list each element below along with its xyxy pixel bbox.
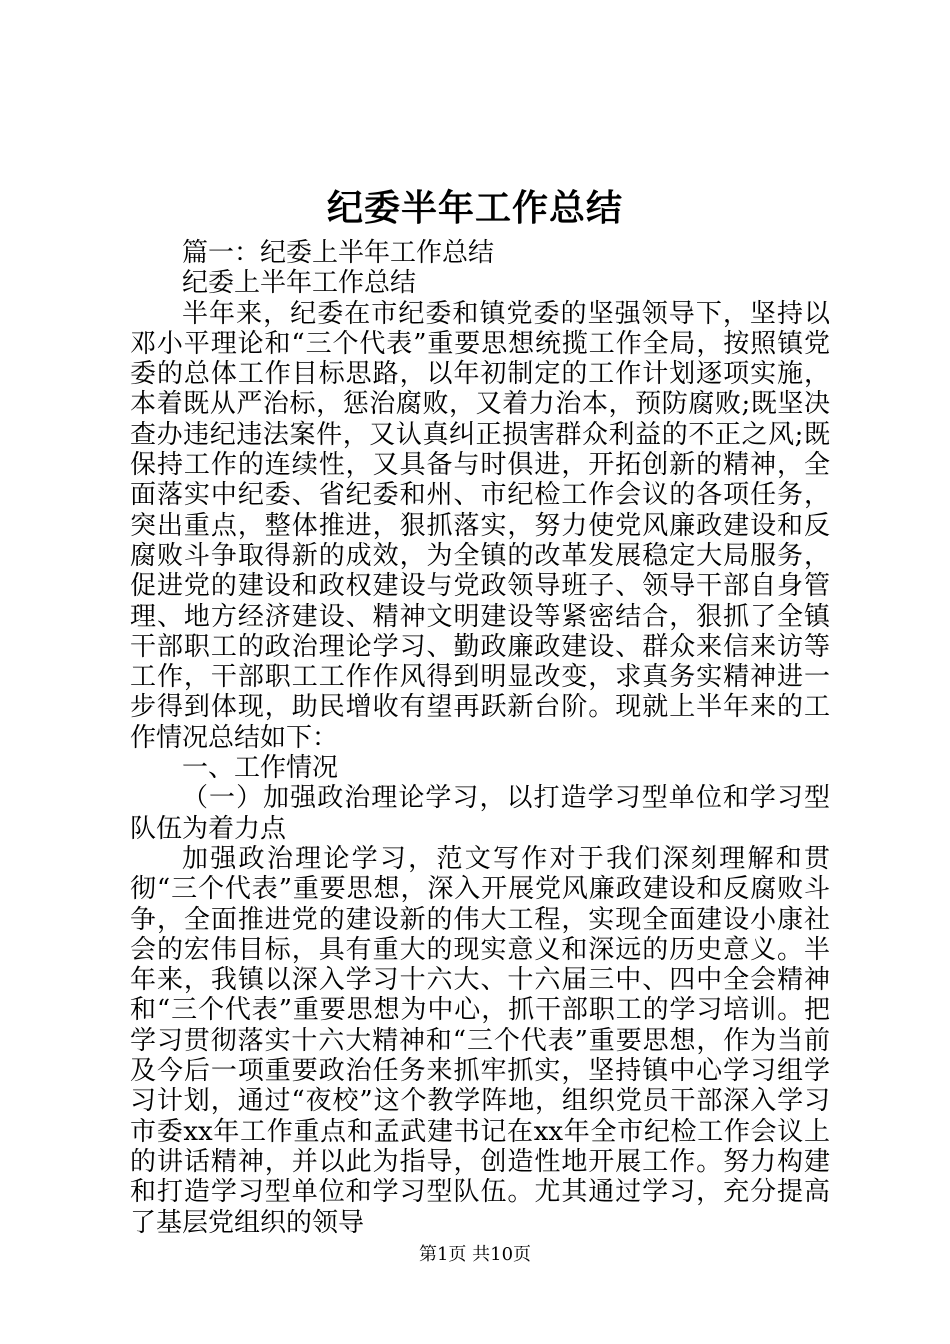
- document-body: [130, 238, 830, 1238]
- paragraph-intro: 半年来，纪委在市纪委和镇党委的坚强领导下，坚持以邓小平理论和“三个代表”重要思想统揽工作全局，按照镇党委的总体工作目标思路，以年初制定的工作计划逐项实施，本着既从严治标，惩治腐败，又着力治本，预防腐败;既坚决查办违纪违法案件，又认真纠正损害群众利益的不正之风;既保持工作的连续性，又具备与时俱进，开拓创新的精神，全面落实中纪委、省纪委和州、市纪检工作会议的各项任务，突出重点，整体推进，狠抓落实，努力使党风廉政建设和反腐败斗争取得新的成效，为全镇的改革发展稳定大局服务，促进党的建设和政权建设与党政领导班子、领导干部自身管理、地方经济建设、精神文明建设等紧密结合，狠抓了全镇干部职工的政治理论学习、勤政廉政建设、群众来信来访等工作，干部职工工作作风得到明显改变，求真务实精神进一步得到体现，助民增收有望再跃新台阶。现就上半年来的工作情况总结如下：: [130, 298, 830, 753]
- section-heading-work-status: 一、工作情况: [182, 753, 339, 784]
- subtitle: 纪委上半年工作总结: [182, 268, 417, 299]
- section-heading-part-one: 篇一：纪委上半年工作总结: [182, 238, 495, 268]
- paragraph-political-study: 加强政治理论学习，范文写作对于我们深刻理解和贯彻“三个代表”重要思想，深入开展党风廉政建设和反腐败斗争，全面推进党的建设新的伟大工程，实现全面建设小康社会的宏伟目标，具有重大的现实意义和深远的历史意义。半年来，我镇以深入学习十六大、十六届三中、四中全会精神和“三个代表”重要思想为中心，抓干部职工的学习培训。把学习贯彻落实十六大精神和“三个代表”重要思想，作为当前及今后一项重要政治任务来抓牢抓实，坚持镇中心学习组学习计划，通过“夜校”这个教学阵地，组织党员干部深入学习市委xx年工作重点和孟武建书记在xx年全市纪检工作会议上的讲话精神，并以此为指导，创造性地开展工作。努力构建和打造学习型单位和学习型队伍。尤其通过学习，充分提高了基层党组织的领导: [130, 843, 830, 1238]
- page-footer: 第1页 共10页: [418, 1244, 532, 1265]
- subsection-heading-political-study: （一）加强政治理论学习，以打造学习型单位和学习型队伍为着力点: [130, 783, 830, 844]
- document-title: 纪委半年工作总结: [326, 187, 623, 229]
